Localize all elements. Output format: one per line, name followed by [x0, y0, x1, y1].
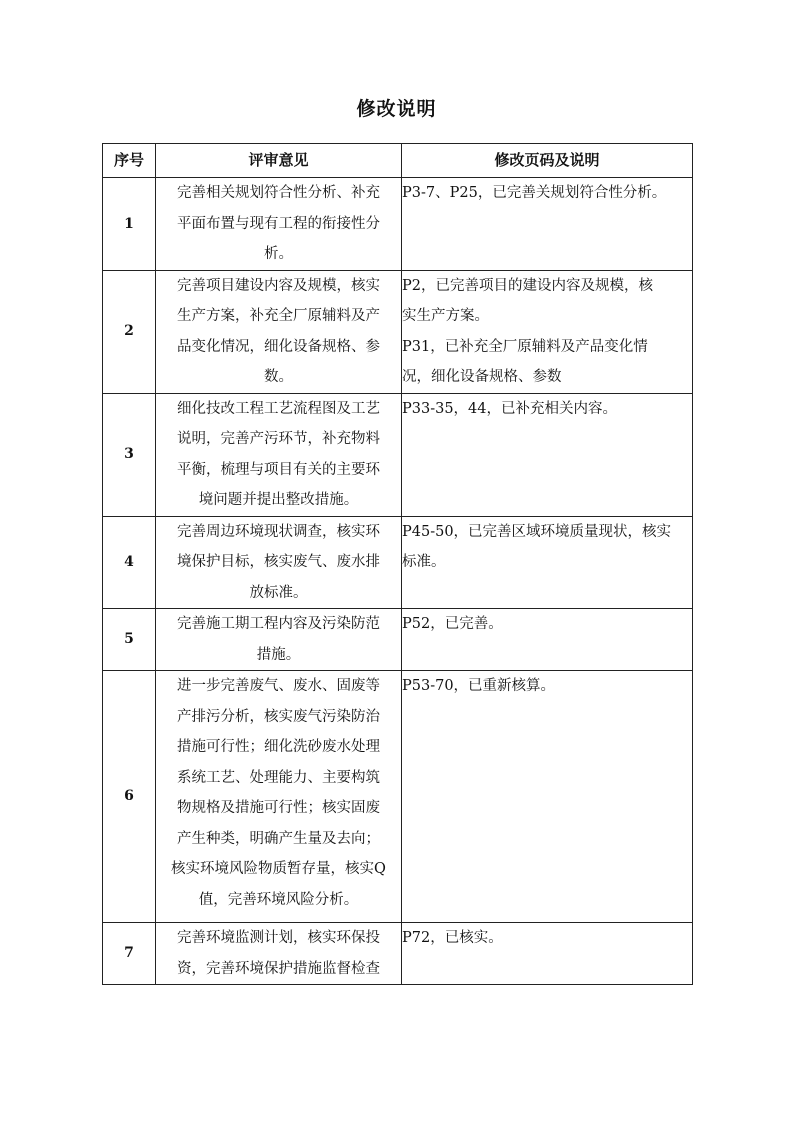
explanation-line: 标准。	[402, 554, 446, 570]
table-row	[103, 671, 693, 923]
explanation-line: 况，细化设备规格、参数	[402, 369, 562, 385]
opinion-line: 完善施工期工程内容及污染防范	[177, 616, 380, 632]
row-number: 6	[103, 671, 156, 923]
review-opinion	[156, 516, 402, 609]
header-num: 序号	[103, 144, 156, 178]
opinion-line: 放标准。	[249, 584, 308, 601]
opinion-line: 完善相关规划符合性分析、补充	[177, 185, 380, 201]
header-explanation: 修改页码及说明	[402, 144, 693, 178]
opinion-line: 说明，完善产污环节，补充物料	[177, 431, 380, 447]
opinion-line: 境问题并提出整改措施。	[198, 492, 359, 508]
opinion-line: 品变化情况，细化设备规格、参	[177, 338, 380, 355]
revision-explanation	[402, 178, 693, 271]
row-number: 3	[103, 393, 156, 516]
opinion-line: 措施。	[256, 646, 301, 663]
revision-explanation	[402, 270, 693, 393]
revision-explanation	[402, 393, 693, 516]
review-opinion	[156, 609, 402, 671]
table-row	[103, 609, 693, 671]
row-number: 7	[103, 923, 156, 985]
review-opinion	[156, 393, 402, 516]
table-row	[103, 178, 693, 271]
explanation-line: P52，已完善。	[402, 616, 503, 632]
table-row	[103, 516, 693, 609]
header-opinion: 评审意见	[156, 144, 402, 178]
opinion-line: 资，完善环境保护措施监督检查	[177, 960, 380, 977]
opinion-line: 系统工艺、处理能力、主要构筑	[177, 769, 380, 786]
review-opinion	[156, 671, 402, 923]
table-row	[103, 270, 693, 393]
explanation-line: P3-7、P25，已完善关规划符合性分析。	[402, 185, 667, 201]
row-number: 2	[103, 270, 156, 393]
opinion-line: 完善项目建设内容及规模，核实	[177, 277, 380, 294]
opinion-line: 核实环境风险物质暂存量，核实Q	[171, 861, 386, 877]
review-opinion	[156, 923, 402, 985]
opinion-line: 细化技改工程工艺流程图及工艺	[177, 400, 380, 417]
explanation-line: P2，已完善项目的建设内容及规模，核	[402, 277, 653, 294]
explanation-line: P72，已核实。	[402, 930, 503, 946]
revision-table	[102, 143, 693, 985]
explanation-line: P33-35，44，已补充相关内容。	[402, 400, 618, 417]
revision-explanation	[402, 516, 693, 609]
page-title: 修改说明	[356, 98, 437, 120]
opinion-line: 平面布置与现有工程的衔接性分	[177, 215, 380, 232]
review-opinion	[156, 270, 402, 393]
revision-explanation	[402, 609, 693, 671]
opinion-line: 产排污分析，核实废气污染防治	[177, 708, 380, 725]
opinion-line: 平衡，梳理与项目有关的主要环	[177, 461, 380, 478]
opinion-line: 措施可行性；细化洗砂废水处理	[177, 739, 380, 755]
opinion-line: 数。	[264, 369, 293, 385]
revision-explanation	[402, 671, 693, 923]
explanation-line: P53-70，已重新核算。	[402, 678, 556, 694]
opinion-line: 物规格及措施可行性；核实固废	[177, 800, 380, 816]
review-opinion	[156, 178, 402, 271]
row-number: 5	[103, 609, 156, 671]
table-row	[103, 923, 693, 985]
revision-explanation	[402, 923, 693, 985]
row-number: 4	[103, 516, 156, 609]
explanation-line: P31，已补充全厂原辅料及产品变化情	[402, 338, 648, 355]
explanation-line: 实生产方案。	[402, 308, 489, 324]
opinion-line: 完善周边环境现状调查，核实环	[177, 523, 380, 540]
opinion-line: 完善环境监测计划，核实环保投	[177, 930, 380, 946]
table-row	[103, 393, 693, 516]
opinion-line: 境保护目标，核实废气、废水排	[177, 554, 380, 570]
opinion-line: 生产方案，补充全厂原辅料及产	[177, 308, 380, 324]
opinion-line: 进一步完善废气、废水、固废等	[177, 678, 380, 694]
opinion-line: 值，完善环境风险分析。	[198, 891, 359, 908]
row-number: 1	[103, 178, 156, 271]
opinion-line: 产生种类，明确产生量及去向；	[177, 830, 380, 847]
table-header-row	[103, 144, 693, 178]
opinion-line: 析。	[264, 246, 293, 262]
explanation-line: P45-50，已完善区域环境质量现状，核实	[402, 523, 672, 540]
